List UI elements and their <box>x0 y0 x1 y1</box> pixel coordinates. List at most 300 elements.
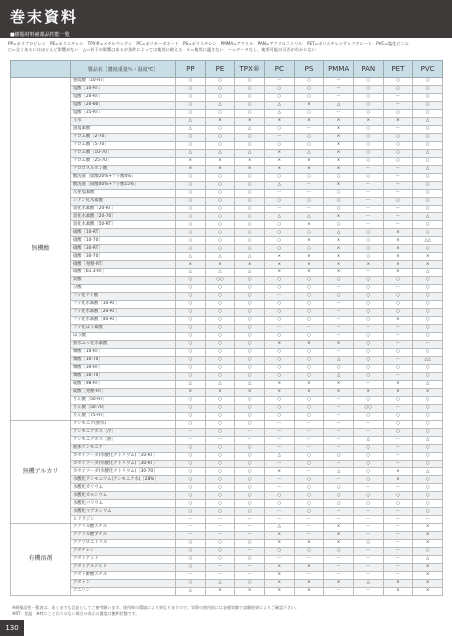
rating-cell: ○ <box>413 444 443 452</box>
rating-cell: ○ <box>205 221 235 229</box>
product-name-cell: 水酸化カリウム <box>71 484 176 492</box>
product-name-cell: 硝酸［発煙-RT］ <box>71 261 176 269</box>
rating-cell: ○ <box>264 404 294 412</box>
rating-cell: ○ <box>235 309 265 317</box>
rating-cell: ー <box>264 444 294 452</box>
rating-cell: ー <box>264 133 294 141</box>
table-row <box>11 309 443 317</box>
rating-cell: △ <box>413 165 443 173</box>
rating-cell: ○ <box>264 317 294 325</box>
rating-cell: ー <box>353 428 383 436</box>
rating-cell: × <box>264 588 294 596</box>
product-name-cell: カセイソーダ(水酸化ナトリウム)［10-RT］ <box>71 452 176 460</box>
table-row <box>11 380 443 388</box>
rating-cell: △△ <box>413 237 443 245</box>
rating-cell: ー <box>353 532 383 540</box>
product-name-cell: 臭化水素酸［20-70］ <box>71 213 176 221</box>
rating-cell: ○ <box>235 364 265 372</box>
rating-cell: × <box>324 261 354 269</box>
rating-cell: ー <box>383 93 413 101</box>
rating-cell: ○ <box>264 372 294 380</box>
table-row <box>11 173 443 181</box>
table-row <box>11 181 443 189</box>
table-row <box>11 261 443 269</box>
rating-cell: ー <box>324 444 354 452</box>
rating-cell: ○ <box>353 468 383 476</box>
rating-cell: ○ <box>294 197 324 205</box>
rating-cell: ー <box>294 189 324 197</box>
rating-cell: ○ <box>383 78 413 86</box>
rating-cell: ○ <box>353 85 383 93</box>
product-name-cell: アセトン <box>71 580 176 588</box>
product-name-cell: クロム酸［10-70］ <box>71 149 176 157</box>
rating-cell: × <box>413 261 443 269</box>
rating-cell: ー <box>235 436 265 444</box>
product-name-cell: 炭酸 <box>71 277 176 285</box>
table-row <box>11 388 443 396</box>
rating-cell: ー <box>383 564 413 572</box>
rating-cell: ○ <box>324 205 354 213</box>
rating-cell: ー <box>353 325 383 333</box>
product-name-cell: ヒドラジン <box>71 516 176 524</box>
rating-cell: × <box>294 165 324 173</box>
rating-cell: ー <box>383 532 413 540</box>
rating-cell: ○ <box>205 197 235 205</box>
rating-cell: ○ <box>205 229 235 237</box>
rating-cell: × <box>383 476 413 484</box>
rating-cell: ○ <box>324 173 354 181</box>
rating-cell: ○ <box>294 317 324 325</box>
rating-cell: ○ <box>324 548 354 556</box>
rating-cell: ○ <box>294 93 324 101</box>
rating-cell: ○ <box>205 548 235 556</box>
rating-cell: ○ <box>324 484 354 492</box>
rating-cell: ー <box>324 285 354 293</box>
rating-cell: × <box>383 237 413 245</box>
rating-cell: ○ <box>205 468 235 476</box>
rating-cell: ○ <box>294 476 324 484</box>
rating-cell: × <box>176 261 206 269</box>
rating-cell: × <box>383 261 413 269</box>
rating-cell: ○ <box>235 205 265 213</box>
rating-cell: △ <box>413 436 443 444</box>
rating-cell: ○○ <box>353 404 383 412</box>
product-name-cell: アクリル酸ブチル <box>71 532 176 540</box>
rating-cell: ○ <box>294 78 324 86</box>
rating-cell: ー <box>294 572 324 580</box>
rating-cell: ー <box>353 189 383 197</box>
rating-cell: △ <box>324 372 354 380</box>
rating-cell: △ <box>353 580 383 588</box>
rating-cell: ○ <box>264 93 294 101</box>
rating-cell: ○ <box>235 285 265 293</box>
table-row <box>11 588 443 596</box>
rating-cell: ○ <box>235 356 265 364</box>
product-name-cell: 王水 <box>71 117 176 125</box>
rating-cell: ー <box>264 293 294 301</box>
table-row <box>11 245 443 253</box>
category-header <box>11 61 71 78</box>
rating-cell: ○ <box>264 173 294 181</box>
table-row <box>11 548 443 556</box>
rating-cell: ○ <box>383 277 413 285</box>
rating-cell: × <box>294 157 324 165</box>
rating-cell: ○ <box>205 364 235 372</box>
rating-cell: ○ <box>205 420 235 428</box>
product-name-cell: 塩酸［20-RT］ <box>71 93 176 101</box>
rating-cell: ○ <box>294 301 324 309</box>
rating-cell: ○ <box>294 293 324 301</box>
rating-cell: ○ <box>264 396 294 404</box>
rating-cell: ー <box>383 125 413 133</box>
rating-cell: ○ <box>235 444 265 452</box>
rating-cell: △ <box>264 109 294 117</box>
rating-cell: ○ <box>413 221 443 229</box>
table-row <box>11 364 443 372</box>
rating-cell: ○ <box>264 229 294 237</box>
rating-cell: ー <box>264 508 294 516</box>
rating-cell: × <box>324 253 354 261</box>
product-name-cell: 硫酸［発煙-RT］ <box>71 388 176 396</box>
rating-cell: ○ <box>235 78 265 86</box>
rating-cell: × <box>264 165 294 173</box>
product-name-cell: アンモニア(無水) <box>71 420 176 428</box>
rating-cell: ○ <box>294 85 324 93</box>
table-row <box>11 452 443 460</box>
rating-cell: × <box>264 388 294 396</box>
rating-cell: ○ <box>176 293 206 301</box>
rating-cell: ー <box>383 221 413 229</box>
rating-cell: △ <box>205 149 235 157</box>
rating-cell: ○ <box>205 333 235 341</box>
rating-cell: ー <box>294 444 324 452</box>
rating-cell: ○ <box>176 556 206 564</box>
table-row <box>11 141 443 149</box>
rating-cell: ○ <box>264 277 294 285</box>
product-name-cell: 臭化水素酸［20-RT］ <box>71 205 176 213</box>
rating-cell: ○ <box>353 229 383 237</box>
product-name-cell: 水酸化バリウム <box>71 500 176 508</box>
rating-cell: ー <box>383 285 413 293</box>
rating-cell: ○ <box>324 500 354 508</box>
rating-cell: ○ <box>176 325 206 333</box>
rating-cell: ○ <box>264 356 294 364</box>
rating-cell: ○ <box>235 293 265 301</box>
rating-cell: ー <box>294 181 324 189</box>
rating-cell: ○ <box>205 213 235 221</box>
rating-cell: ○ <box>235 277 265 285</box>
rating-cell: ○ <box>176 372 206 380</box>
rating-cell: × <box>324 580 354 588</box>
rating-cell: ー <box>324 564 354 572</box>
rating-cell: ー <box>264 205 294 213</box>
rating-cell: ○ <box>176 492 206 500</box>
rating-cell: ○ <box>176 468 206 476</box>
rating-cell: × <box>235 588 265 596</box>
product-name-cell: カセイソーダ(水酸化ナトリウム)［30-70］ <box>71 468 176 476</box>
product-name-cell: 硝酸［10-RT］ <box>71 229 176 237</box>
rating-cell: × <box>324 245 354 253</box>
rating-cell: ○ <box>264 197 294 205</box>
rating-cell: ○ <box>294 548 324 556</box>
product-name-cell: アセトアルデヒド <box>71 564 176 572</box>
table-row <box>11 293 443 301</box>
rating-cell: ー <box>353 484 383 492</box>
rating-cell: ○ <box>413 189 443 197</box>
table-row <box>11 333 443 341</box>
rating-cell: ○ <box>235 500 265 508</box>
rating-cell: ○ <box>235 317 265 325</box>
rating-cell: △ <box>235 253 265 261</box>
rating-cell: ○ <box>294 460 324 468</box>
product-name-cell: 酸洗液［硫酸20%+フッ酸4%］ <box>71 173 176 181</box>
rating-cell: ○ <box>353 101 383 109</box>
material-header: PAN <box>353 61 383 78</box>
legend <box>8 41 444 53</box>
rating-cell: ○ <box>324 293 354 301</box>
rating-cell: × <box>205 588 235 596</box>
rating-cell: × <box>383 269 413 277</box>
rating-cell: ○ <box>235 189 265 197</box>
rating-cell: ー <box>176 436 206 444</box>
rating-cell: ○ <box>235 540 265 548</box>
rating-cell: ○ <box>176 205 206 213</box>
rating-cell: ー <box>353 221 383 229</box>
rating-cell: ○ <box>205 508 235 516</box>
rating-cell: ○ <box>413 205 443 213</box>
rating-cell: × <box>324 340 354 348</box>
rating-cell: ○ <box>294 277 324 285</box>
rating-cell: ○ <box>235 181 265 189</box>
rating-cell: ○ <box>413 325 443 333</box>
table-row <box>11 340 443 348</box>
rating-cell: ー <box>324 436 354 444</box>
rating-cell: ○ <box>235 340 265 348</box>
rating-cell: ○ <box>294 500 324 508</box>
rating-cell: × <box>383 253 413 261</box>
rating-cell: ○ <box>176 133 206 141</box>
rating-cell: ○ <box>235 404 265 412</box>
rating-cell: ー <box>383 484 413 492</box>
rating-cell: ー <box>324 333 354 341</box>
rating-cell: ー <box>176 532 206 540</box>
rating-cell: ○ <box>235 101 265 109</box>
rating-cell: ー <box>324 301 354 309</box>
rating-cell: × <box>264 540 294 548</box>
rating-cell: △ <box>264 524 294 532</box>
rating-cell: ○ <box>383 500 413 508</box>
rating-cell: ○ <box>413 85 443 93</box>
rating-cell: ー <box>353 269 383 277</box>
rating-cell: × <box>205 388 235 396</box>
rating-cell: △△ <box>413 356 443 364</box>
product-name-cell: クロム酸［2-70］ <box>71 133 176 141</box>
rating-cell: ○ <box>264 309 294 317</box>
table-row <box>11 197 443 205</box>
rating-cell: × <box>294 588 324 596</box>
product-name-cell: クロロスルホン酸 <box>71 165 176 173</box>
table-row <box>11 117 443 125</box>
rating-cell: ○ <box>176 277 206 285</box>
rating-cell: ー <box>353 420 383 428</box>
rating-cell: △ <box>324 101 354 109</box>
rating-cell: ○ <box>176 412 206 420</box>
table-row <box>11 436 443 444</box>
rating-cell: × <box>205 157 235 165</box>
rating-cell: ○ <box>235 85 265 93</box>
rating-cell: ○ <box>235 93 265 101</box>
material-header: PVC <box>413 61 443 78</box>
rating-cell: ○ <box>176 285 206 293</box>
rating-cell: ○ <box>353 356 383 364</box>
rating-cell: ○ <box>235 213 265 221</box>
rating-cell: × <box>264 117 294 125</box>
rating-cell: ー <box>353 213 383 221</box>
table-row <box>11 285 443 293</box>
rating-cell: ○ <box>205 237 235 245</box>
rating-cell: ○ <box>413 508 443 516</box>
rating-cell: ○ <box>235 468 265 476</box>
rating-cell: × <box>294 101 324 109</box>
rating-cell: ○ <box>235 197 265 205</box>
rating-cell: ○ <box>205 492 235 500</box>
rating-cell: ○ <box>205 540 235 548</box>
rating-cell: △ <box>205 253 235 261</box>
legend-symbols: ○＝全くあるいはほとんど影響がない △＝若干の影響はあるが条件によっては使用に耐える ×＝使用に適さない ー＝データなし、使用可能の可否がわからない <box>8 47 316 52</box>
rating-cell: ー <box>264 78 294 86</box>
rating-cell: ○ <box>176 420 206 428</box>
rating-cell: × <box>235 157 265 165</box>
rating-cell: ー <box>294 420 324 428</box>
product-name-cell: 塩酸［20-80］ <box>71 101 176 109</box>
rating-cell: ー <box>324 85 354 93</box>
product-name-cell: 過塩素酸 <box>71 125 176 133</box>
rating-cell: ー <box>353 556 383 564</box>
table-row <box>11 78 443 86</box>
rating-cell: △ <box>294 213 324 221</box>
rating-cell: ー <box>205 564 235 572</box>
rating-cell: ー <box>324 460 354 468</box>
rating-cell: ○ <box>353 109 383 117</box>
rating-cell: ー <box>383 213 413 221</box>
table-row <box>11 420 443 428</box>
rating-cell: ○ <box>383 412 413 420</box>
rating-cell: ○ <box>383 428 413 436</box>
table-row <box>11 468 443 476</box>
material-header: PP <box>176 61 206 78</box>
rating-cell: ○ <box>353 133 383 141</box>
rating-cell: ○ <box>176 540 206 548</box>
product-name-cell: 硝酸［61.3-RT］ <box>71 269 176 277</box>
rating-cell: △ <box>235 380 265 388</box>
rating-cell: ○ <box>353 125 383 133</box>
rating-cell: ○ <box>176 460 206 468</box>
rating-cell: ○ <box>205 309 235 317</box>
rating-cell: △ <box>413 556 443 564</box>
rating-cell: ー <box>383 460 413 468</box>
rating-cell: ー <box>205 532 235 540</box>
rating-cell: ○ <box>205 444 235 452</box>
rating-cell: × <box>383 380 413 388</box>
rating-cell: ○ <box>383 109 413 117</box>
rating-cell: ○ <box>264 492 294 500</box>
rating-cell: ○ <box>413 101 443 109</box>
rating-cell: ー <box>383 404 413 412</box>
rating-cell: ー <box>383 516 413 524</box>
rating-cell: × <box>324 149 354 157</box>
rating-cell: ○ <box>176 78 206 86</box>
rating-cell: ○ <box>353 301 383 309</box>
rating-cell: ○ <box>294 285 324 293</box>
rating-cell: ○ <box>294 396 324 404</box>
rating-cell: ー <box>353 588 383 596</box>
rating-cell: ○ <box>235 173 265 181</box>
rating-cell: ○ <box>383 197 413 205</box>
rating-cell: ー <box>383 452 413 460</box>
product-name-cell: 無水ふっ化水素酸 <box>71 340 176 348</box>
rating-cell: ○ <box>413 309 443 317</box>
table-row <box>11 460 443 468</box>
rating-cell: × <box>264 149 294 157</box>
rating-cell: ○ <box>413 317 443 325</box>
product-name-cell: 次亜塩素酸 <box>71 189 176 197</box>
rating-cell: ー <box>264 476 294 484</box>
rating-cell: ○ <box>353 540 383 548</box>
rating-cell: × <box>264 468 294 476</box>
product-name-cell: アセトアミド <box>71 556 176 564</box>
rating-cell: ○ <box>264 141 294 149</box>
rating-cell: × <box>294 253 324 261</box>
rating-cell: ○ <box>264 333 294 341</box>
rating-cell: ○ <box>413 245 443 253</box>
product-name-cell: ほう酸 <box>71 333 176 341</box>
product-name-cell: クロム酸［5-70］ <box>71 141 176 149</box>
rating-cell: ○ <box>413 333 443 341</box>
rating-cell: ○ <box>413 452 443 460</box>
rating-cell: △ <box>264 181 294 189</box>
rating-cell: ○ <box>413 277 443 285</box>
table-row <box>11 412 443 420</box>
rating-cell: ー <box>264 436 294 444</box>
rating-cell: ○ <box>353 333 383 341</box>
rating-cell: × <box>264 572 294 580</box>
rating-cell: ー <box>353 564 383 572</box>
rating-cell: ○ <box>353 492 383 500</box>
rating-cell: ○ <box>264 412 294 420</box>
rating-cell: ○ <box>294 141 324 149</box>
rating-cell: ー <box>324 93 354 101</box>
rating-cell: ー <box>235 428 265 436</box>
rating-cell: ○ <box>353 452 383 460</box>
rating-cell: × <box>324 165 354 173</box>
rating-cell: ○ <box>264 348 294 356</box>
product-name-cell: 燐酸［10-70］ <box>71 356 176 364</box>
rating-cell: ー <box>383 333 413 341</box>
rating-cell: ○ <box>235 508 265 516</box>
footnote-2: ※RT：室温 ※特にことわりのない場合の表示は濃度は飽和状態です。 <box>12 611 140 616</box>
rating-cell: ー <box>353 572 383 580</box>
rating-cell: ○ <box>353 396 383 404</box>
rating-cell: ○ <box>324 221 354 229</box>
rating-cell: ○ <box>413 492 443 500</box>
rating-cell: ○ <box>205 317 235 325</box>
product-name-cell: 塩酸［10-RT］ <box>71 85 176 93</box>
rating-cell: ○ <box>205 325 235 333</box>
rating-cell: ○ <box>353 500 383 508</box>
rating-cell: × <box>353 117 383 125</box>
rating-cell: × <box>413 253 443 261</box>
rating-cell: ○ <box>205 285 235 293</box>
